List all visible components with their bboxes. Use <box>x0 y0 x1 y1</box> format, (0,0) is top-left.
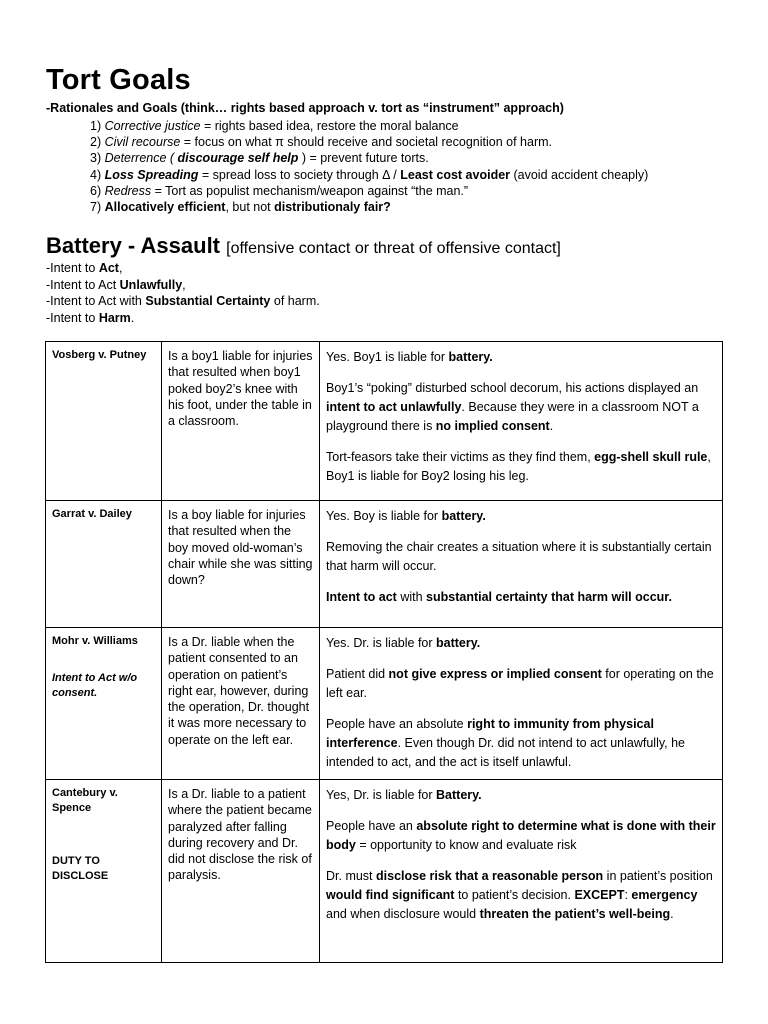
goal-item-segment: discourage self help <box>177 151 299 166</box>
intent-list <box>46 260 320 326</box>
case-holding-paragraph <box>326 538 716 576</box>
intent-item <box>46 260 320 277</box>
intent-item-segment: , <box>118 261 123 275</box>
goal-item-segment: Redress <box>104 183 152 198</box>
case-holding-segment: Patient did <box>326 667 389 681</box>
goal-item <box>90 183 648 199</box>
case-holding-segment: Removing the chair creates a situation where it is substantially certain that harm will occur. <box>326 540 712 573</box>
case-row <box>46 628 723 780</box>
case-holding-segment: right to immunity from physical interference <box>326 717 654 750</box>
case-holding-segment: Yes, Dr. is liable for <box>326 788 437 802</box>
goal-item-segment: distributionaly fair? <box>274 200 391 215</box>
intent-item-segment: Substantial Certainty <box>145 294 271 308</box>
case-question-cell: Is a Dr. liable to a patient where the patient became paralyzed after falling during recovery and Dr. did not disclose the risk of paralysis. <box>162 780 320 963</box>
case-holding-segment: = opportunity to know and evaluate risk <box>355 838 577 852</box>
goal-item-segment: 4) <box>90 167 105 182</box>
case-holding-segment: Intent to act <box>326 590 397 604</box>
goal-item-segment: = spread loss to society through Δ / <box>198 167 401 182</box>
case-holding-segment: battery. <box>441 509 486 523</box>
intent-item <box>46 310 320 327</box>
case-holding-segment: Yes. Boy is liable for <box>326 509 442 523</box>
case-holding-paragraph <box>326 448 716 486</box>
case-holding-segment: People have an absolute <box>326 717 468 731</box>
goal-item-segment: (avoid accident cheaply) <box>510 167 649 182</box>
case-holding-segment: would find significant <box>326 888 455 902</box>
case-holding-segment: . Even though Dr. did not intend to act unlawfully, he intended to act, and the act is itself unlawful. <box>326 736 686 769</box>
case-holding-segment: battery. <box>436 636 481 650</box>
intent-item-segment: of harm. <box>270 294 320 308</box>
case-holding-paragraph <box>326 379 716 436</box>
section-heading-bracket: [offensive contact or threat of offensive contact] <box>226 240 561 257</box>
case-holding-cell <box>320 628 723 780</box>
goal-item-segment: = focus on what π should receive and societal recognition of harm. <box>180 135 552 150</box>
intent-item-segment: -Intent to <box>46 310 99 325</box>
case-holding-segment: Battery. <box>436 788 482 802</box>
goals-list <box>90 118 648 215</box>
case-holding-segment: . <box>549 419 554 433</box>
case-name: Garrat v. Dailey <box>52 508 132 520</box>
case-holding-segment: battery. <box>448 350 493 364</box>
case-holding-segment: . Because they were in a classroom NOT a playground there is <box>326 400 699 433</box>
case-note: DUTY TO DISCLOSE <box>52 855 109 882</box>
case-holding-paragraph <box>326 665 716 703</box>
case-holding-segment: no implied consent <box>435 419 550 433</box>
goal-item-segment: 1) <box>90 119 105 133</box>
subtitle: -Rationales and Goals (think… rights based approach v. tort as “instrument” approach) <box>46 101 564 115</box>
goal-item-segment: Deterrence ( <box>104 151 178 166</box>
intent-item-segment: , <box>182 277 186 292</box>
case-holding-segment: and when disclosure would <box>326 907 480 921</box>
case-question-cell: Is a boy1 liable for injuries that resulted when boy1 poked boy2’s knee with his foot, under the table in a classroom. <box>162 342 320 501</box>
case-holding-paragraph <box>326 867 716 924</box>
case-name-cell <box>46 501 162 628</box>
goal-item-segment: = rights based idea, restore the moral balance <box>200 119 459 133</box>
goal-item-segment: Allocatively efficient <box>104 200 226 215</box>
case-name: Cantebury v. Spence <box>52 787 118 814</box>
case-note: Intent to Act w/o consent. <box>52 672 138 699</box>
case-holding-segment: to patient’s decision. <box>454 888 575 902</box>
goal-item-segment: Least cost avoider <box>400 167 511 182</box>
case-holding-cell <box>320 780 723 963</box>
case-name: Vosberg v. Putney <box>52 349 147 361</box>
goal-item-segment: 6) <box>90 183 105 198</box>
case-holding-segment: Dr. must <box>326 869 377 883</box>
case-holding-segment: , Boy1 is liable for Boy2 losing his leg. <box>326 450 711 483</box>
intent-item-segment: Unlawfully <box>119 277 183 292</box>
case-holding-cell <box>320 342 723 501</box>
goal-item-segment: ) = prevent future torts. <box>298 151 429 166</box>
goal-item <box>90 199 648 215</box>
goal-item-segment: Loss Spreading <box>104 167 199 182</box>
intent-item-segment: -Intent to Act with <box>46 294 146 308</box>
case-holding-segment: for operating on the left ear. <box>326 667 714 700</box>
case-holding-segment: People have an <box>326 819 417 833</box>
case-holding-segment: intent to act unlawfully <box>326 400 462 414</box>
intent-item-segment: . <box>130 310 135 325</box>
intent-item-segment: -Intent to Act <box>46 277 120 292</box>
case-row <box>46 780 723 963</box>
case-holding-segment: . <box>670 907 674 921</box>
case-name: Mohr v. Williams <box>52 635 138 647</box>
case-holding-segment: EXCEPT <box>574 888 625 902</box>
goal-item <box>90 134 648 150</box>
case-question-cell: Is a boy liable for injuries that resulted when the boy moved old-woman’s chair while she was sitting down? <box>162 501 320 628</box>
case-holding-paragraph <box>326 507 716 526</box>
case-holding-paragraph <box>326 588 716 607</box>
case-holding-segment: Tort-feasors take their victims as they find them, <box>326 450 595 464</box>
case-holding-segment: Boy1’s “poking” disturbed school decorum, his actions displayed an <box>326 381 699 395</box>
case-name-cell <box>46 780 162 963</box>
case-row <box>46 501 723 628</box>
intent-item-segment: -Intent to <box>46 261 99 275</box>
goal-item <box>90 167 648 183</box>
case-row <box>46 342 723 501</box>
case-holding-paragraph <box>326 348 716 367</box>
case-holding-segment: Yes. Dr. is liable for <box>326 636 437 650</box>
goal-item-segment: Corrective justice <box>104 119 201 133</box>
case-question-cell: Is a Dr. liable when the patient consented to an operation on patient’s right ear, however, during the operation, Dr. thought it was more necessary to operate on the left ear. <box>162 628 320 780</box>
cases-table <box>45 341 723 963</box>
cases-table-body <box>46 342 723 963</box>
case-name-cell <box>46 342 162 501</box>
intent-item <box>46 293 320 310</box>
goal-item-segment: 7) <box>90 200 105 215</box>
case-holding-segment: in patient’s position <box>603 869 713 883</box>
goal-item-segment: , but not <box>225 200 275 215</box>
case-holding-paragraph <box>326 786 716 805</box>
case-holding-segment: egg-shell skull rule <box>594 450 708 464</box>
goal-item-segment: = Tort as populist mechanism/weapon against “the man.” <box>151 183 469 198</box>
case-holding-segment: not give express or implied consent <box>388 667 602 681</box>
case-holding-segment: disclose risk that a reasonable person <box>376 869 604 883</box>
case-holding-paragraph <box>326 634 716 653</box>
case-holding-segment: : <box>624 888 632 902</box>
section-heading-text: Battery - Assault <box>46 233 221 258</box>
intent-item-segment: Act <box>98 261 119 275</box>
section-heading <box>46 233 561 259</box>
goal-item <box>90 150 648 166</box>
case-holding-segment: emergency <box>631 888 698 902</box>
case-holding-cell <box>320 501 723 628</box>
case-holding-paragraph <box>326 715 716 772</box>
case-holding-segment: absolute right to determine what is done with their body <box>326 819 716 852</box>
goal-item-segment: Civil recourse <box>104 135 181 150</box>
case-name-cell <box>46 628 162 780</box>
goal-item-segment: 3) <box>90 151 105 166</box>
intent-item <box>46 277 320 294</box>
goal-item-segment: 2) <box>90 135 105 150</box>
page-title: Tort Goals <box>46 64 191 96</box>
case-holding-segment: Yes. Boy1 is liable for <box>326 350 449 364</box>
case-holding-segment: with <box>396 590 427 604</box>
case-holding-segment: substantial certainty that harm will occur. <box>426 590 672 604</box>
goal-item <box>90 118 648 134</box>
intent-item-segment: Harm <box>98 310 131 325</box>
case-holding-paragraph <box>326 817 716 855</box>
case-holding-segment: threaten the patient’s well-being <box>479 907 671 921</box>
